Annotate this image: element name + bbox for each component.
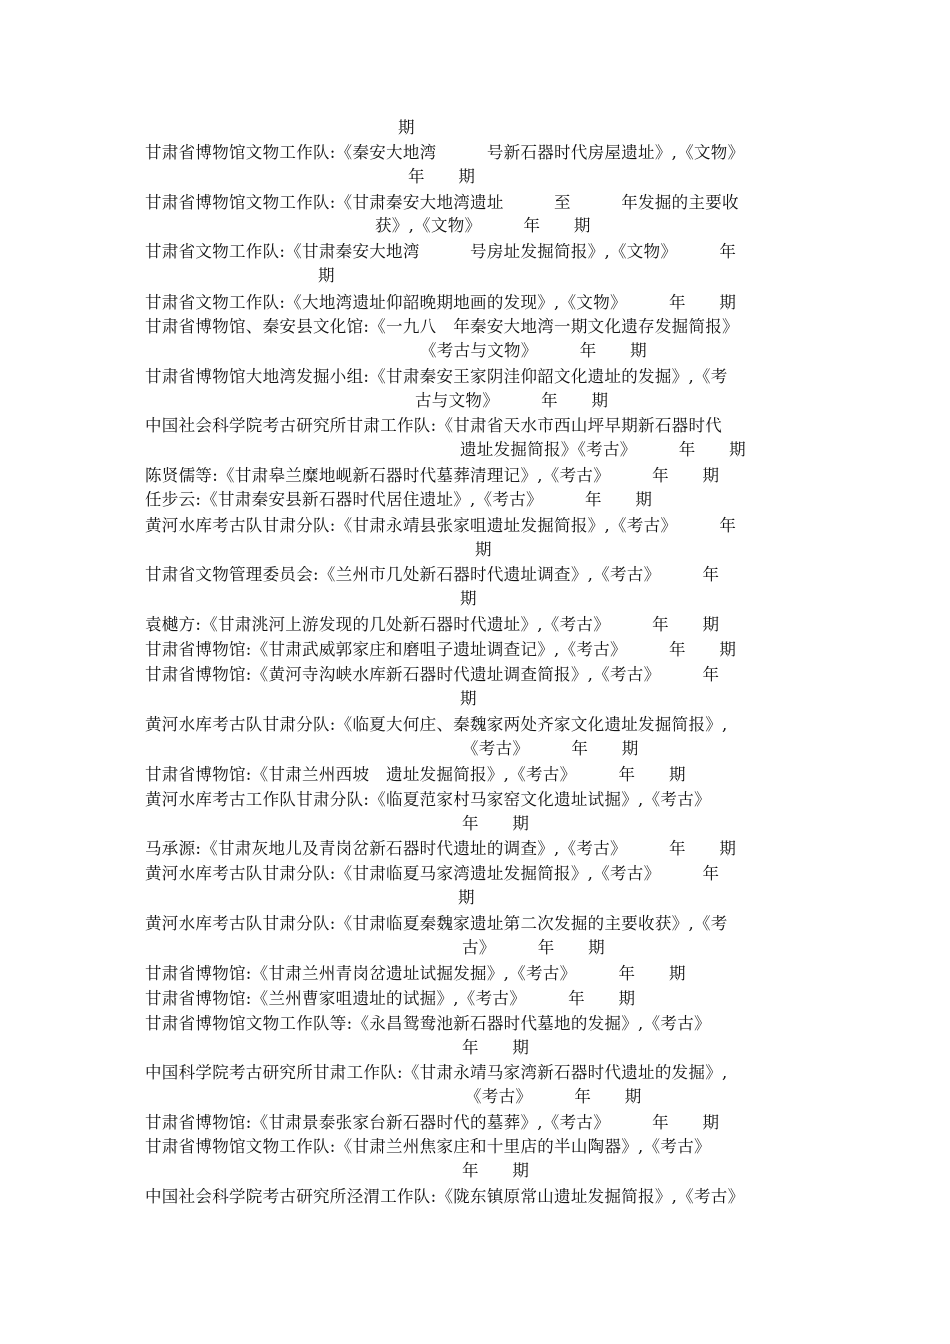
text-line: 中国科学院考古研究所甘肃工作队:《甘肃永靖马家湾新石器时代遗址的发掘》, — [145, 1063, 728, 1082]
text-line: 期 — [460, 589, 477, 608]
text-line: 黄河水库考古队甘肃分队:《甘肃永靖县张家咀遗址发掘简报》,《考古》 年 — [145, 516, 737, 535]
text-line: 甘肃省文物工作队:《甘肃秦安大地湾 号房址发掘简报》,《文物》 年 — [145, 242, 737, 261]
text-line: 甘肃省博物馆:《甘肃兰州青岗岔遗址试掘发掘》,《考古》 年 期 — [145, 964, 686, 983]
text-line: 甘肃省博物馆:《甘肃景泰张家台新石器时代的墓葬》,《考古》 年 期 — [145, 1113, 720, 1132]
text-line: 甘肃省博物馆大地湾发掘小组:《甘肃秦安王家阴洼仰韶文化遗址的发掘》,《考 — [145, 367, 728, 386]
text-line: 黄河水库考古队甘肃分队:《临夏大何庄、秦魏家两处齐家文化遗址发掘简报》, — [145, 715, 728, 734]
text-line: 年 期 — [462, 814, 530, 833]
text-line: 期 — [398, 118, 415, 137]
text-line: 甘肃省博物馆:《兰州曹家咀遗址的试掘》,《考古》 年 期 — [145, 989, 636, 1008]
text-line: 甘肃省博物馆文物工作队:《秦安大地湾 号新石器时代房屋遗址》,《文物》 — [145, 143, 745, 162]
text-line: 期 — [475, 540, 492, 559]
text-line: 年 期 — [462, 1161, 530, 1180]
text-line: 古》 年 期 — [462, 938, 605, 957]
text-line: 年 期 — [408, 167, 476, 186]
text-line: 《考古》 年 期 — [462, 739, 639, 758]
text-line: 期 — [318, 266, 335, 285]
text-line: 马承源:《甘肃灰地儿及青岗岔新石器时代遗址的调查》,《考古》 年 期 — [145, 839, 737, 858]
text-line: 黄河水库考古队甘肃分队:《甘肃临夏秦魏家遗址第二次发掘的主要收获》,《考 — [145, 914, 728, 933]
text-line: 甘肃省博物馆文物工作队等:《永昌鸳鸯池新石器时代墓地的发掘》,《考古》 — [145, 1014, 711, 1033]
text-line: 黄河水库考古队甘肃分队:《甘肃临夏马家湾遗址发掘简报》,《考古》 年 — [145, 864, 720, 883]
text-line: 袁樾方:《甘肃洮河上游发现的几处新石器时代遗址》,《考古》 年 期 — [145, 615, 720, 634]
text-line: 年 期 — [462, 1038, 530, 1057]
text-line: 任步云:《甘肃秦安县新石器时代居住遗址》,《考古》 年 期 — [145, 490, 653, 509]
text-line: 中国社会科学院考古研究所泾渭工作队:《陇东镇原常山遗址发掘简报》,《考古》 — [145, 1187, 745, 1206]
text-line: 甘肃省博物馆、秦安县文化馆:《一九八 年秦安大地湾一期文化遗存发掘简报》 — [145, 317, 739, 336]
text-line: 甘肃省博物馆:《甘肃兰州西坡 遗址发掘简报》,《考古》 年 期 — [145, 765, 686, 784]
text-line: 《考古与文物》 年 期 — [420, 341, 647, 360]
text-line: 期 — [460, 689, 477, 708]
text-line: 甘肃省文物管理委员会:《兰州市几处新石器时代遗址调查》,《考古》 年 — [145, 565, 720, 584]
text-line: 甘肃省文物工作队:《大地湾遗址仰韶晚期地画的发现》,《文物》 年 期 — [145, 293, 737, 312]
text-line: 遗址发掘简报》《考古》 年 期 — [460, 440, 746, 459]
text-line: 期 — [458, 888, 475, 907]
text-line: 甘肃省博物馆:《甘肃武威郭家庄和磨咀子遗址调查记》,《考古》 年 期 — [145, 640, 737, 659]
text-line: 甘肃省博物馆文物工作队:《甘肃兰州焦家庄和十里店的半山陶器》,《考古》 — [145, 1137, 711, 1156]
text-line: 获》,《文物》 年 期 — [375, 216, 591, 235]
text-line: 古与文物》 年 期 — [415, 391, 609, 410]
text-line: 《考古》 年 期 — [465, 1087, 642, 1106]
text-line: 甘肃省博物馆:《黄河寺沟峡水库新石器时代遗址调查简报》,《考古》 年 — [145, 665, 720, 684]
text-line: 中国社会科学院考古研究所甘肃工作队:《甘肃省天水市西山坪早期新石器时代 — [145, 416, 723, 435]
text-line: 甘肃省博物馆文物工作队:《甘肃秦安大地湾遗址 至 年发掘的主要收 — [145, 193, 739, 212]
text-line: 陈贤儒等:《甘肃皋兰糜地岘新石器时代墓葬清理记》,《考古》 年 期 — [145, 466, 720, 485]
text-line: 黄河水库考古工作队甘肃分队:《临夏范家村马家窑文化遗址试掘》,《考古》 — [145, 790, 711, 809]
